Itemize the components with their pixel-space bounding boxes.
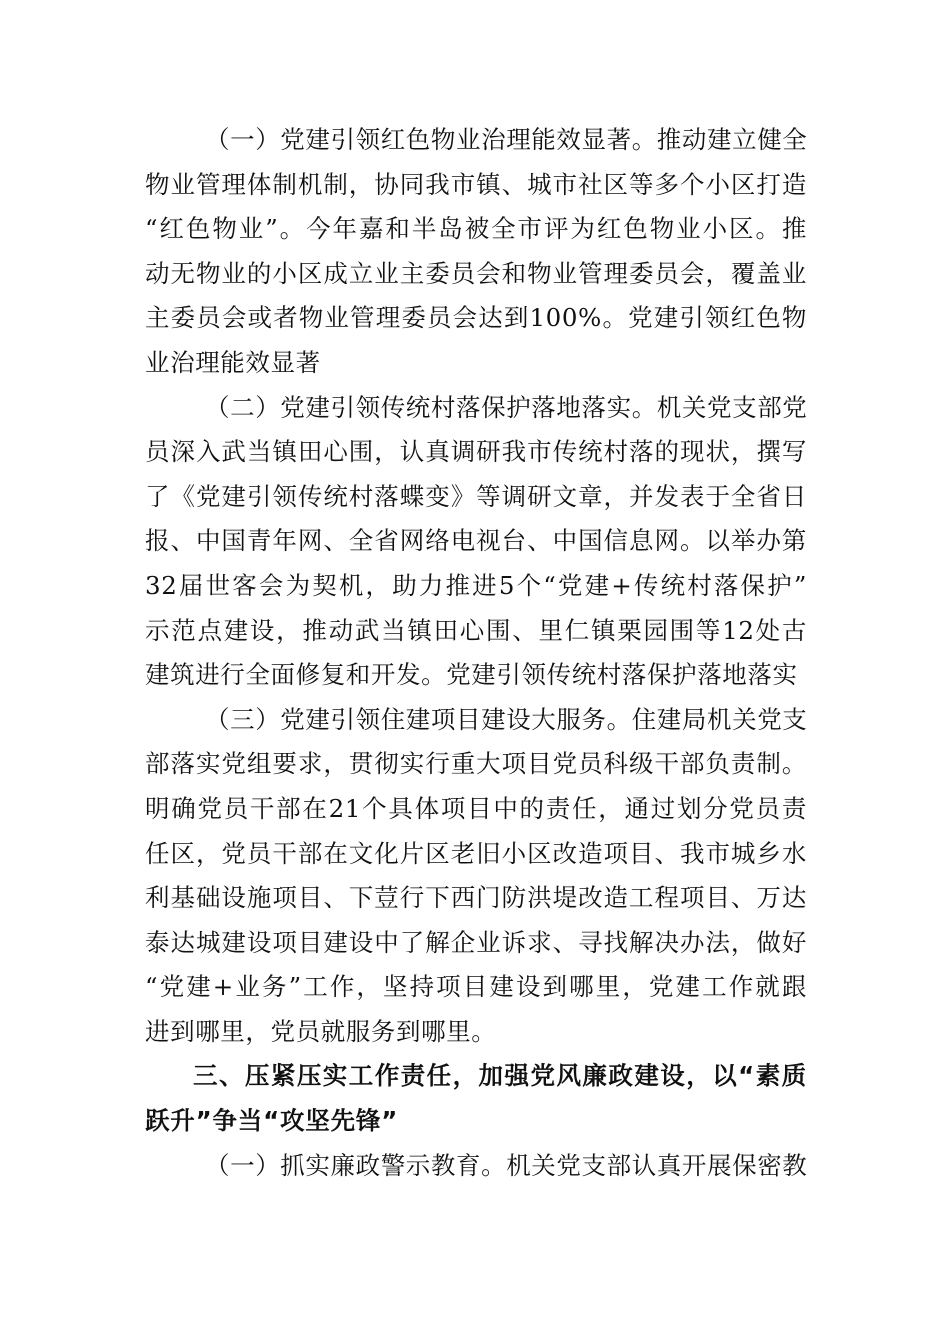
text-line: 三、压紧压实工作责任，加强党风廉政建设，以“素质 xyxy=(193,1061,807,1091)
text-line: 示范点建设，推动武当镇田心围、里仁镇栗园围等12处古 xyxy=(145,615,807,645)
text-line: 部落实党组要求，贯彻实行重大项目党员科级干部负责制。 xyxy=(145,749,807,779)
paragraph xyxy=(145,118,807,386)
paragraph xyxy=(145,386,807,698)
paragraph xyxy=(145,1144,807,1189)
text-line: 32届世客会为契机，助力推进5个“党建+传统村落保护” xyxy=(145,570,807,600)
text-line: （三）党建引领住建项目建设大服务。住建局机关党支 xyxy=(205,704,808,734)
text-line: 了《党建引领传统村落蝶变》等调研文章，并发表于全省日 xyxy=(145,481,807,511)
text-line: （一）党建引领红色物业治理能效显著。推动建立健全 xyxy=(205,125,808,154)
text-line: 进到哪里，党员就服务到哪里。 xyxy=(145,1016,497,1046)
text-line: 明确党员干部在21个具体项目中的责任，通过划分党员责 xyxy=(145,793,807,823)
text-line: 跃升”争当“攻坚先锋” xyxy=(145,1106,399,1136)
text-line: （一）抓实廉政警示教育。机关党支部认真开展保密教 xyxy=(205,1150,808,1180)
paragraph xyxy=(145,698,807,1055)
text-line: “红色物业”。今年嘉和半岛被全市评为红色物业小区。推 xyxy=(145,214,807,244)
text-line: 报、中国青年网、全省网络电视台、中国信息网。以举办第 xyxy=(145,526,807,556)
text-line: 动无物业的小区成立业主委员会和物业管理委员会，覆盖业 xyxy=(145,258,807,288)
text-line: 员深入武当镇田心围，认真调研我市传统村落的现状，撰写 xyxy=(145,437,807,467)
section-heading xyxy=(145,1054,807,1143)
text-line: （二）党建引领传统村落保护落地落实。机关党支部党 xyxy=(205,392,808,422)
text-line: 业治理能效显著 xyxy=(145,347,321,377)
text-line: 任区，党员干部在文化片区老旧小区改造项目、我市城乡水 xyxy=(145,838,807,868)
text-line: 泰达城建设项目建设中了解企业诉求、寻找解决办法，做好 xyxy=(145,927,807,957)
text-line: 物业管理体制机制，协同我市镇、城市社区等多个小区打造 xyxy=(145,169,807,199)
text-line: 主委员会或者物业管理委员会达到100%。党建引领红色物 xyxy=(145,303,807,333)
text-line: “党建+业务”工作，坚持项目建设到哪里，党建工作就跟 xyxy=(145,972,807,1002)
text-line: 建筑进行全面修复和开发。党建引领传统村落保护落地落实 xyxy=(145,660,798,690)
document-body xyxy=(145,118,807,1188)
text-line: 利基础设施项目、下荳行下西门防洪堤改造工程项目、万达 xyxy=(145,883,807,913)
